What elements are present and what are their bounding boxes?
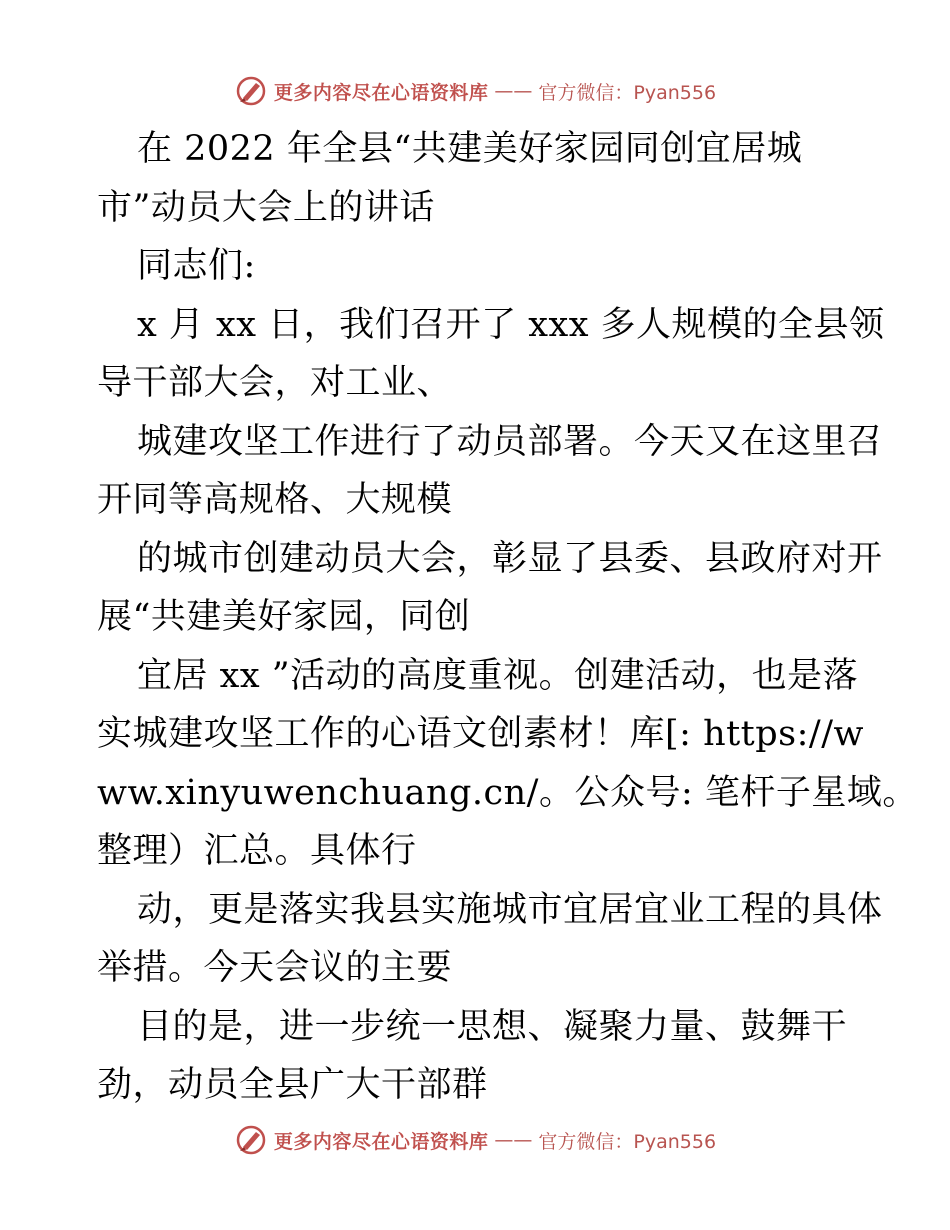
body-line: ww.xinyuwenchuang.cn/。公众号: 笔杆子星域。 (97, 772, 918, 813)
body-line: 整理）汇总。具体行 (97, 831, 417, 871)
body-line: 展“共建美好家园，同创 (97, 597, 471, 637)
body-line: 举措。今天会议的主要 (97, 948, 453, 988)
brush-pen-logo-icon (234, 1123, 268, 1157)
body-line: 目的是，进一步统一思想、凝聚力量、鼓舞干 (137, 1006, 848, 1047)
banner-main-text: 更多内容尽在心语资料库 (273, 81, 489, 104)
banner-main-text: 更多内容尽在心语资料库 (273, 1130, 489, 1153)
body-line: 动，更是落实我县实施城市宜居宜业工程的具体 (137, 889, 883, 930)
body-line: 开同等高规格、大规模 (97, 480, 453, 520)
body-line: 城建攻坚工作进行了动员部署。今天又在这里召 (137, 421, 883, 462)
footer-banner (0, 1120, 950, 1160)
body-line: 宜居 xx ”活动的高度重视。创建活动，也是落 (137, 655, 859, 696)
title-line-2: 市”动员大会上的讲话 (97, 187, 435, 228)
banner-wechat-text: 官方微信：Pyan556 (538, 1130, 717, 1153)
banner-wechat-text: 官方微信：Pyan556 (538, 81, 717, 104)
document-body (97, 120, 918, 1115)
brush-pen-logo-icon (234, 74, 268, 108)
body-line: x 月 xx 日，我们召开了 xxx 多人规模的全县领 (137, 304, 885, 345)
banner-separator: —— (494, 80, 533, 102)
title-line-1: 在 2022 年全县“共建美好家园同创宜居城 (137, 129, 803, 169)
body-line: 实城建攻坚工作的心语文创素材！库[: https://w (97, 714, 864, 754)
salutation: 同志们: (137, 246, 256, 286)
header-banner (0, 71, 950, 111)
body-line: 的城市创建动员大会，彰显了县委、县政府对开 (137, 538, 883, 579)
body-line: 劲，动员全县广大干部群 (97, 1065, 488, 1105)
body-line: 导干部大会，对工业、 (97, 363, 453, 403)
banner-separator: —— (494, 1129, 533, 1151)
